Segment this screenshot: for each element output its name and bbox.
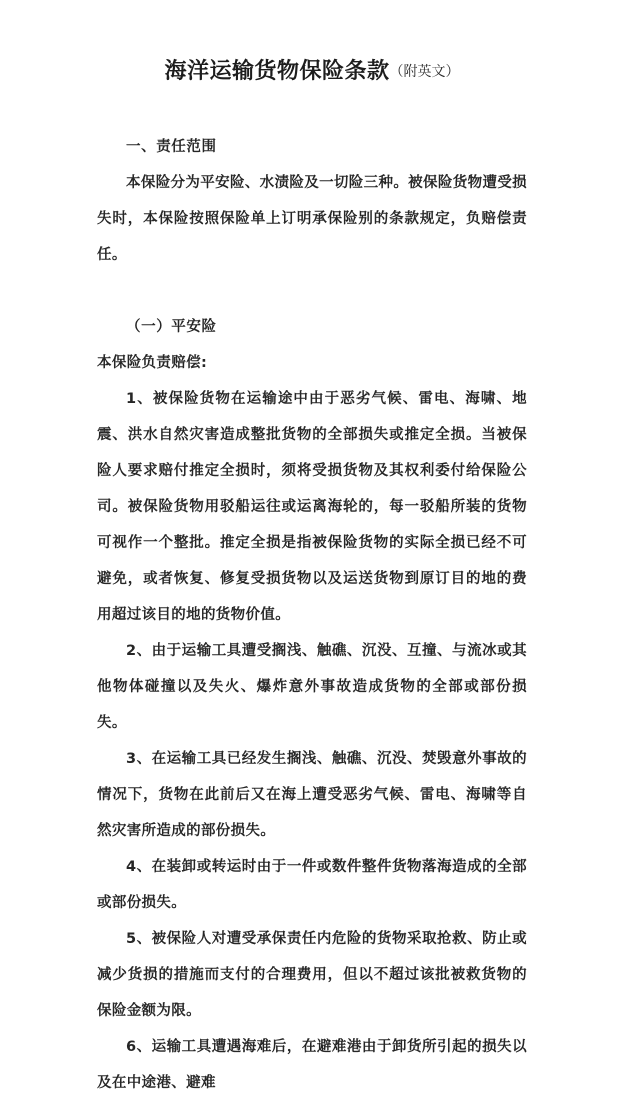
clause-item-6: 6、运输工具遭遇海难后，在避难港由于卸货所引起的损失以及在中途港、避难	[97, 1039, 527, 1091]
page-title-main: 海洋运输货物保险条款	[164, 59, 390, 84]
clause-item-4: 4、在装卸或转运时由于一件或数件整件货物落海造成的全部或部份损失。	[97, 859, 527, 911]
section-heading-liability-scope: 一、责任范围	[126, 139, 217, 155]
page-title	[97, 55, 527, 89]
clause-item-5: 5、被保险人对遭受承保责任内危险的货物采取抢救、防止或减少货损的措施而支付的合理费用，但以不超过该批被救货物的保险金额为限。	[97, 931, 527, 1019]
subsection-heading-fpa: （一）平安险	[126, 319, 217, 335]
page-title-suffix: （附英文）	[389, 64, 460, 80]
subsection-lead-text: 本保险负责赔偿:	[97, 355, 208, 371]
clause-item-2: 2、由于运输工具遭受搁浅、触礁、沉没、互撞、与流冰或其他物体碰撞以及失火、爆炸意外事故造成货物的全部或部份损失。	[97, 643, 527, 731]
page-content	[97, 55, 527, 1101]
clause-item-3: 3、在运输工具已经发生搁浅、触礁、沉没、焚毁意外事故的情况下，货物在此前后又在海上遭受恶劣气候、雷电、海啸等自然灾害所造成的部份损失。	[97, 751, 527, 839]
clause-item-1: 1、被保险货物在运输途中由于恶劣气候、雷电、海啸、地震、洪水自然灾害造成整批货物的全部损失或推定全损。当被保险人要求赔付推定全损时，须将受损货物及其权利委付给保险公司。被保险货物用驳船运往或运离海轮的，每一驳船所装的货物可视作一个整批。推定全损是指被保险货物的实际全损已经不可避免，或者恢复、修复受损货物以及运送货物到原订目的地的费用超过该目的地的货物价值。	[97, 391, 527, 623]
section-intro-paragraph: 本保险分为平安险、水渍险及一切险三种。被保险货物遭受损失时，本保险按照保险单上订明承保险别的条款规定，负赔偿责任。	[97, 175, 527, 263]
